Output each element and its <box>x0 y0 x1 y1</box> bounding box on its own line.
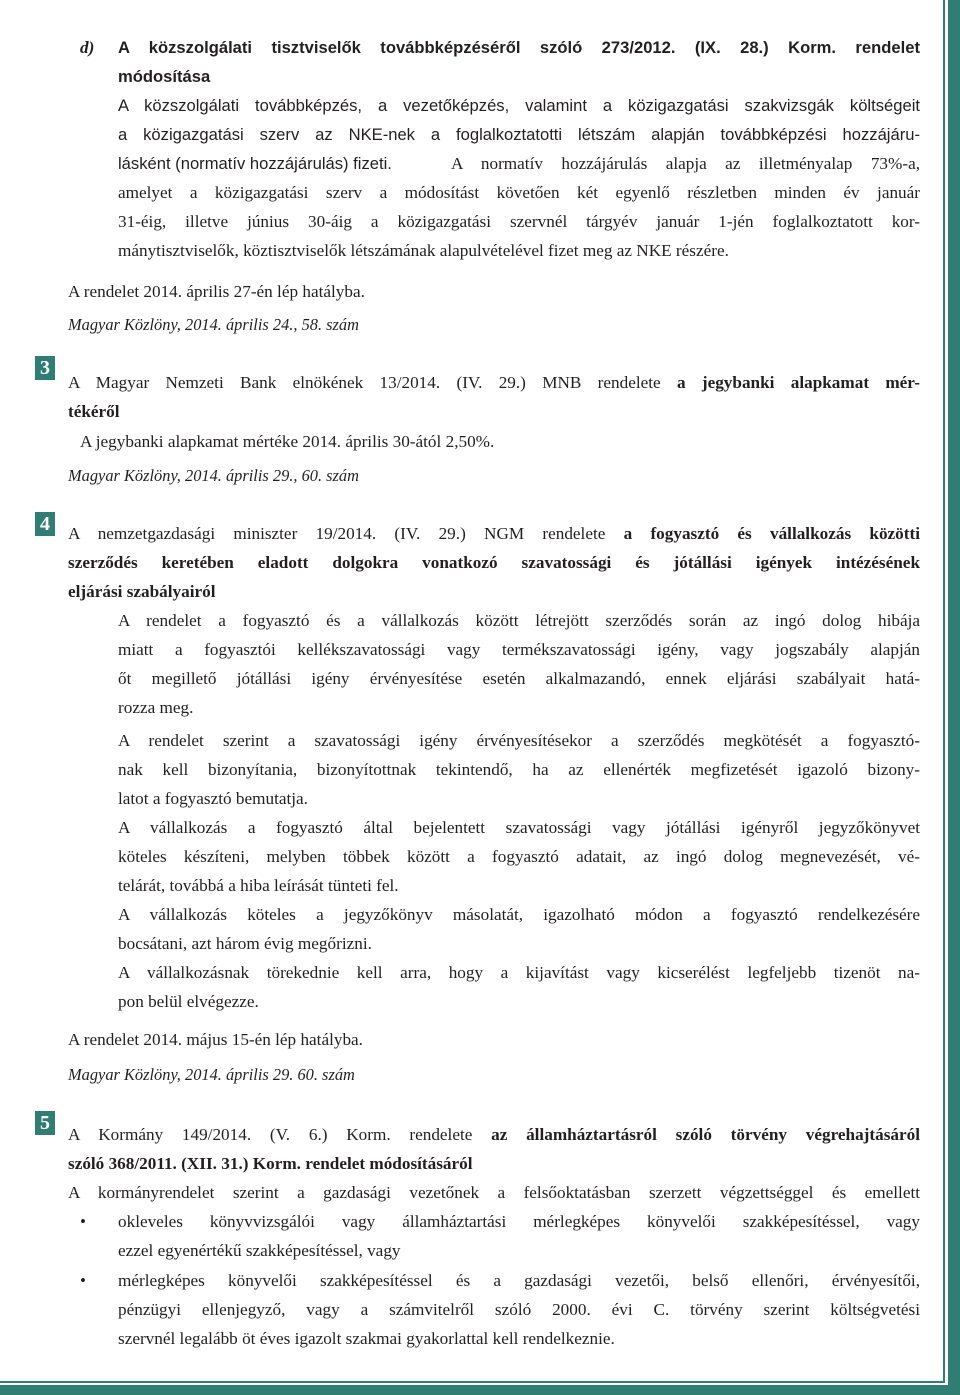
section-5-bullet2-line1: mérlegképes könyvelői szakképesítéssel és a gazdasági vezetői, belső ellenőri, érvényesítői, <box>118 1271 920 1290</box>
section-5-title-line1 <box>68 1124 920 1146</box>
section-d-title-line2: módosítása <box>118 67 211 86</box>
section-d-body-line3b: A normatív hozzájárulás alapja az illetményalap 73%-a, <box>451 154 920 173</box>
section-d-source: Magyar Közlöny, 2014. április 24., 58. szám <box>68 315 359 334</box>
section-number-badge: 4 <box>35 512 55 536</box>
section-d-body-line6: mánytisztviselők, köztisztviselők létszámának alapulvételével fizet meg az NKE részére. <box>118 241 729 260</box>
section-d-body-line2: a közigazgatási szerv az NKE-nek a foglalkoztatotti létszám alapján továbbképzési hozzájáru- <box>118 125 920 144</box>
section-5-bullet1-line2: ezzel egyenértékű szakképesítéssel, vagy <box>118 1241 401 1260</box>
section-3-title-line1 <box>68 372 920 394</box>
section-4-p4-line1: A vállalkozás köteles a jegyzőkönyv másolatát, igazolható módon a fogyasztó rendelkezésére <box>118 905 920 924</box>
section-4-p5-line2: pon belül elvégezze. <box>118 992 259 1011</box>
section-3-title-bold: a jegybanki alapkamat mér- <box>676 373 920 392</box>
page-border-right <box>948 0 960 1395</box>
page-border-bottom <box>0 1385 960 1395</box>
section-4-title-line1 <box>68 523 920 545</box>
bullet-marker: • <box>80 1271 86 1290</box>
section-4-p1-line1: A rendelet a fogyasztó és a vállalkozás között létrejött szerződés során az ingó dolog hibája <box>118 611 920 630</box>
section-number-badge: 5 <box>35 1111 55 1135</box>
section-4-p4-line2: bocsátani, azt három évig megőrizni. <box>118 934 372 953</box>
section-4-p2-line1: A rendelet szerint a szavatossági igény érvényesítésekor a szerződés megkötését a fogyasztó- <box>118 731 920 750</box>
section-5-title-line2: szóló 368/2011. (XII. 31.) Korm. rendelet módosításáról <box>68 1154 473 1173</box>
section-d-body-line5: 31-éig, illetve június 30-áig a közigazgatási szervnél tárgyév január 1-jén foglalkoztatott kor- <box>118 212 920 231</box>
section-d-body-line3a: lásként (normatív hozzájárulás) fizeti. <box>118 154 392 173</box>
section-4-p3-line1: A vállalkozás a fogyasztó által bejelentett szavatossági vagy jótállási igényről jegyzőkönyvet <box>118 818 920 837</box>
section-4-p1-line4: rozza meg. <box>118 698 194 717</box>
section-5-bullet2-line3: szervnél legalább öt éves igazolt szakmai gyakorlattal kell rendelkeznie. <box>118 1329 615 1348</box>
section-5-bullet1-line1: okleveles könyvvizsgálói vagy államháztartási mérlegképes könyvelői szakképesítéssel, vagy <box>118 1212 920 1231</box>
bullet-marker: • <box>80 1212 86 1231</box>
section-4-title-line2: szerződés keretében eladott dolgokra vonatkozó szavatossági és jótállási igények intézésének <box>68 553 920 572</box>
section-4-p3-line2: köteles készíteni, melyben többek között a fogyasztó adatait, az ingó dolog megnevezését, vé- <box>118 847 920 866</box>
section-d-body-line4: amelyet a közigazgatási szerv a módosítást követően két egyenlő részletben minden év január <box>118 183 920 202</box>
section-d-effective-date: A rendelet 2014. április 27-én lép hatályba. <box>68 282 365 301</box>
section-4-effective-date: A rendelet 2014. május 15-én lép hatályba. <box>68 1030 363 1049</box>
section-4-p2-line2: nak kell bizonyítania, bizonyítottnak tekintendő, ha az ellenérték megfizetését igazoló bizony- <box>118 760 920 779</box>
section-4-source: Magyar Közlöny, 2014. április 29. 60. szám <box>68 1065 355 1084</box>
section-3-title-lead: A Magyar Nemzeti Bank elnökének 13/2014. (IV. 29.) MNB rendelete <box>68 373 677 392</box>
section-3-body: A jegybanki alapkamat mértéke 2014. április 30-ától 2,50%. <box>80 432 495 451</box>
section-4-p1-line2: miatt a fogyasztói kellékszavatossági vagy termékszavatossági igény, vagy jogszabály alapján <box>118 640 920 659</box>
section-5-intro: A kormányrendelet szerint a gazdasági vezetőnek a felsőoktatásban szerzett végzettséggel és emellett <box>68 1183 920 1202</box>
page-border-inner-right <box>943 0 945 1383</box>
section-d-body-line1: A közszolgálati továbbképzés, a vezetőképzés, valamint a közigazgatási szakvizsgák költségeit <box>118 96 920 115</box>
section-3-title-line2: tékéről <box>68 402 120 421</box>
section-5-title-bold: az államháztartásról szóló törvény végrehajtásáról <box>491 1125 920 1144</box>
section-number-badge: 3 <box>35 356 55 380</box>
section-4-title-line3: eljárási szabályairól <box>68 582 216 601</box>
section-4-title-bold: a fogyasztó és vállalkozás közötti <box>623 524 920 543</box>
section-3-source: Magyar Közlöny, 2014. április 29., 60. szám <box>68 466 359 485</box>
section-d-marker: d) <box>80 38 95 57</box>
section-4-title-lead: A nemzetgazdasági miniszter 19/2014. (IV. 29.) NGM rendelete <box>68 524 624 543</box>
section-5-title-lead: A Kormány 149/2014. (V. 6.) Korm. rendelete <box>68 1125 492 1144</box>
section-4-p5-line1: A vállalkozásnak törekednie kell arra, hogy a kijavítást vagy kicserélést legfeljebb tizenöt na- <box>118 963 920 982</box>
section-4-p2-line3: latot a fogyasztó bemutatja. <box>118 789 308 808</box>
section-4-p3-line3: telárát, továbbá a hiba leírását tünteti fel. <box>118 876 399 895</box>
section-4-p1-line3: őt megillető jótállási igény érvényesítése esetén alkalmazandó, ennek eljárási szabályait hatá- <box>118 669 920 688</box>
section-5-bullet2-line2: pénzügyi ellenjegyző, vagy a számvitelről szóló 2000. évi C. törvény szerint költségvetési <box>118 1300 920 1319</box>
section-d-title-line1: A közszolgálati tisztviselők továbbképzéséről szóló 273/2012. (IX. 28.) Korm. rendelet <box>118 38 920 57</box>
page-border-inner-bottom <box>0 1381 945 1383</box>
